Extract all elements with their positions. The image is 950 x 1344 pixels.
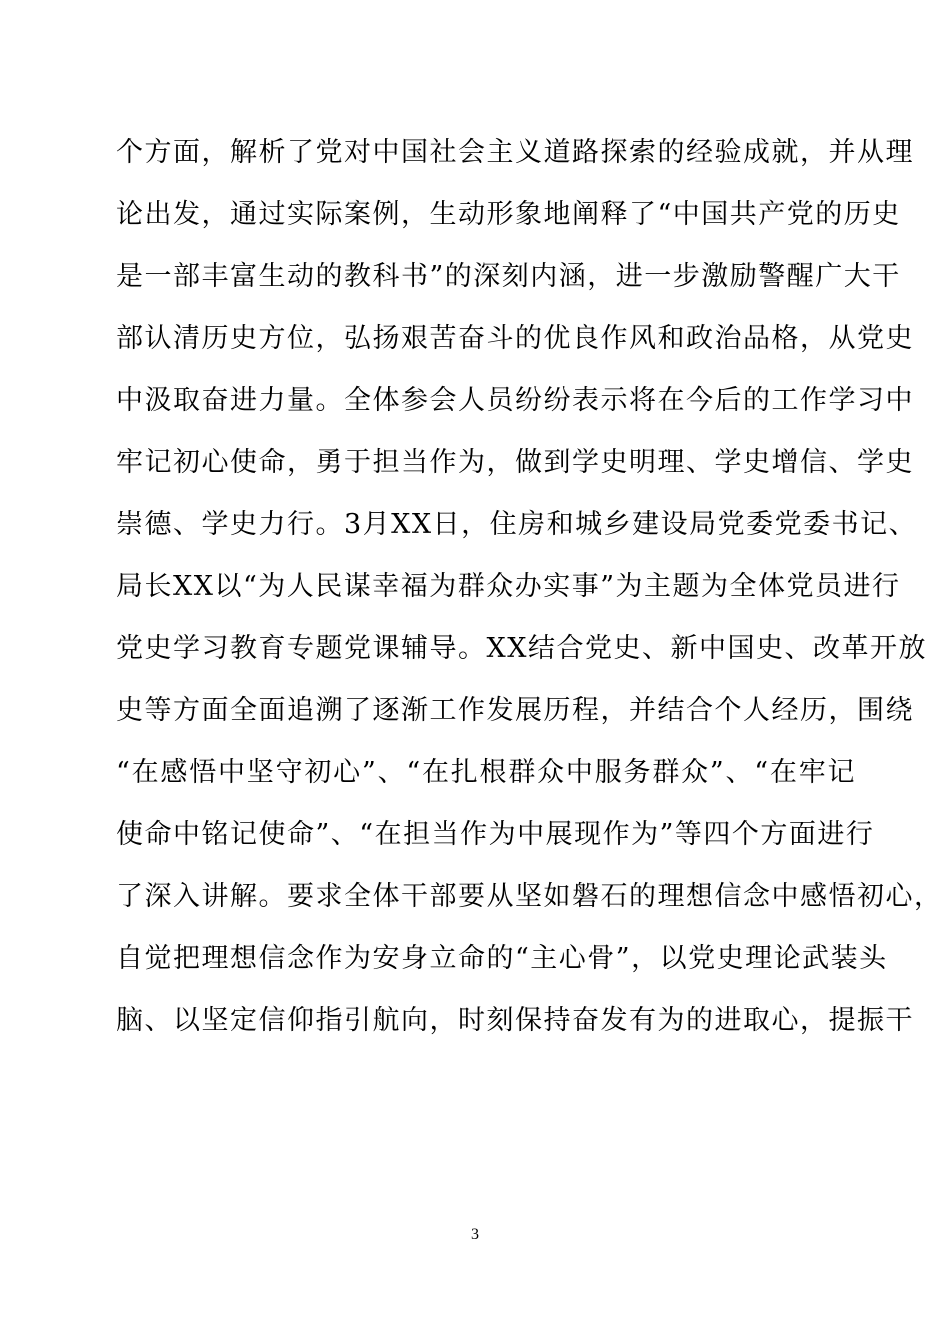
page-number: 3 bbox=[471, 1226, 479, 1243]
body-text bbox=[116, 128, 943, 1058]
text-line: 部认清历史方位，弘扬艰苦奋斗的优良作风和政治品格，从党史 bbox=[116, 323, 914, 354]
text-line: 是一部丰富生动的教科书”的深刻内涵，进一步激励警醒广大干 bbox=[116, 261, 901, 292]
text-line: 党史学习教育专题党课辅导。XX结合党史、新中国史、改革开放 bbox=[116, 633, 927, 664]
text-line: 崇德、学史力行。3月XX日，住房和城乡建设局党委党委书记、 bbox=[116, 509, 918, 540]
text-line: 了深入讲解。要求全体干部要从坚如磐石的理想信念中感悟初心， bbox=[116, 881, 943, 912]
text-line: 牢记初心使命，勇于担当作为，做到学史明理、学史增信、学史 bbox=[116, 447, 914, 478]
text-line: “在感悟中坚守初心”、“在扎根群众中服务群众”、“在牢记 bbox=[116, 757, 856, 788]
text-line: 中汲取奋进力量。全体参会人员纷纷表示将在今后的工作学习中 bbox=[116, 385, 914, 416]
text-line: 脑、以坚定信仰指引航向，时刻保持奋发有为的进取心，提振干 bbox=[116, 1005, 914, 1036]
text-line: 史等方面全面追溯了逐渐工作发展历程，并结合个人经历，围绕 bbox=[116, 695, 914, 726]
text-line: 自觉把理想信念作为安身立命的“主心骨”，以党史理论武装头 bbox=[116, 943, 888, 974]
text-line: 使命中铭记使命”、“在担当作为中展现作为”等四个方面进行 bbox=[116, 819, 875, 850]
text-line: 个方面，解析了党对中国社会主义道路探索的经验成就，并从理 bbox=[116, 137, 914, 168]
text-line: 局长XX以“为人民谋幸福为群众办实事”为主题为全体党员进行 bbox=[116, 571, 901, 602]
text-line: 论出发，通过实际案例，生动形象地阐释了“中国共产党的历史 bbox=[116, 199, 901, 230]
